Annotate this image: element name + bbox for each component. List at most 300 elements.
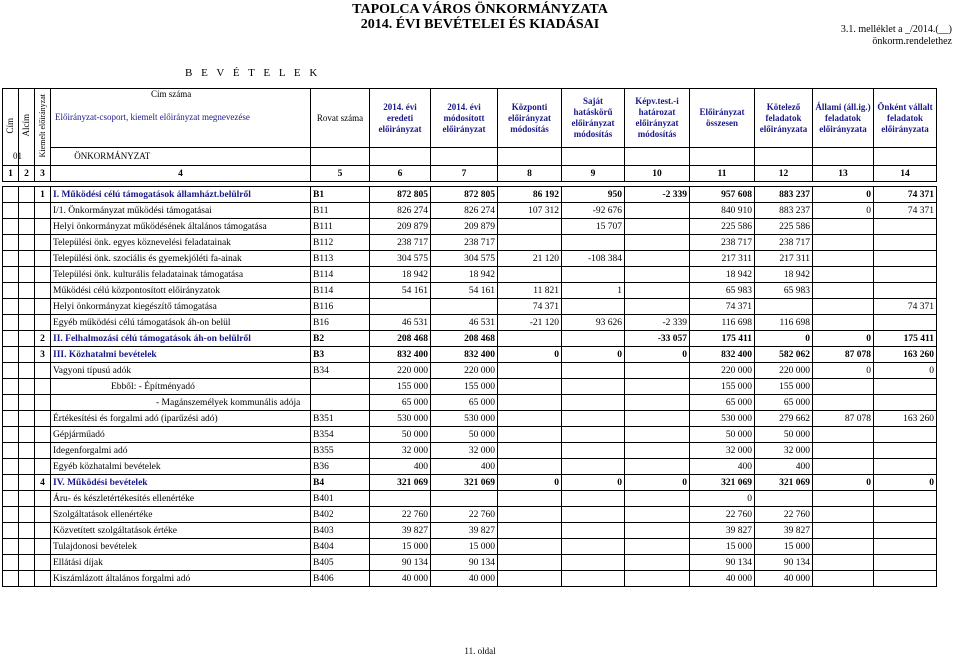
value-cell: 238 717 xyxy=(755,235,813,251)
rovat-code: B3 xyxy=(311,347,370,363)
table-row xyxy=(3,267,937,283)
kepv-header: Képv.test.-i határozat előirányzat módosítás xyxy=(625,89,690,148)
row-number xyxy=(35,539,51,555)
value-cell xyxy=(874,267,937,283)
value-cell: 65 000 xyxy=(431,395,498,411)
value-cell: 40 000 xyxy=(755,571,813,587)
value-cell xyxy=(625,203,690,219)
empty-cell xyxy=(3,379,19,395)
column-number: 4 xyxy=(51,166,311,182)
value-cell: 116 698 xyxy=(690,315,755,331)
rovat-code: B405 xyxy=(311,555,370,571)
value-cell: 530 000 xyxy=(431,411,498,427)
value-cell: 40 000 xyxy=(431,571,498,587)
value-cell xyxy=(813,523,874,539)
value-cell: 220 000 xyxy=(431,363,498,379)
empty-cell xyxy=(3,331,19,347)
value-cell xyxy=(370,491,431,507)
column-number: 9 xyxy=(562,166,625,182)
rovat-code: B114 xyxy=(311,267,370,283)
rovat-code xyxy=(311,379,370,395)
value-cell: 1 xyxy=(562,283,625,299)
value-cell xyxy=(498,235,562,251)
empty-cell xyxy=(19,555,35,571)
empty-cell xyxy=(19,411,35,427)
table-row xyxy=(3,459,937,475)
value-cell xyxy=(562,363,625,379)
empty-cell xyxy=(19,539,35,555)
value-cell: 950 xyxy=(562,187,625,203)
row-number xyxy=(35,299,51,315)
row-label: Közvetített szolgáltatások értéke xyxy=(51,523,311,539)
value-cell xyxy=(431,299,498,315)
value-cell xyxy=(498,539,562,555)
row-label: Helyi önkormányzat működésének általános támogatása xyxy=(51,219,311,235)
row-label: IV. Működési bevételek xyxy=(51,475,311,491)
value-cell xyxy=(625,235,690,251)
sajat-header: Saját hatáskörű előirányzat módosítás xyxy=(562,89,625,148)
rovat-header: Rovat száma xyxy=(311,89,370,148)
value-cell: 155 000 xyxy=(755,379,813,395)
value-cell xyxy=(874,459,937,475)
value-cell xyxy=(498,459,562,475)
value-cell: 90 134 xyxy=(431,555,498,571)
onkorm-label: ÖNKORMÁNYZAT xyxy=(74,151,151,161)
value-cell xyxy=(498,491,562,507)
row-label: Települési önk. szociális és gyemekjóléti fa-ainak xyxy=(51,251,311,267)
empty-cell xyxy=(19,443,35,459)
value-cell: 840 910 xyxy=(690,203,755,219)
value-cell xyxy=(813,555,874,571)
value-cell: 220 000 xyxy=(690,363,755,379)
value-cell xyxy=(874,315,937,331)
csoport-header xyxy=(51,89,311,148)
empty-cell xyxy=(3,235,19,251)
value-cell xyxy=(562,491,625,507)
table-row xyxy=(3,315,937,331)
value-cell: 530 000 xyxy=(690,411,755,427)
value-cell xyxy=(874,283,937,299)
value-cell xyxy=(625,283,690,299)
value-cell: 50 000 xyxy=(370,427,431,443)
value-cell xyxy=(562,507,625,523)
table-row xyxy=(3,507,937,523)
row-label: I. Működési célú támogatások államházt.belülről xyxy=(51,187,311,203)
empty-cell xyxy=(3,507,19,523)
row-label: Egyéb működési célú támogatások áh-on belül xyxy=(51,315,311,331)
value-cell: 22 760 xyxy=(690,507,755,523)
row-number xyxy=(35,443,51,459)
value-cell xyxy=(874,395,937,411)
value-cell xyxy=(874,379,937,395)
value-cell: 65 000 xyxy=(690,395,755,411)
row-label: Gépjárműadó xyxy=(51,427,311,443)
value-cell: 530 000 xyxy=(370,411,431,427)
value-cell: 74 371 xyxy=(874,203,937,219)
value-cell: 0 xyxy=(625,475,690,491)
value-cell: 175 411 xyxy=(690,331,755,347)
value-cell: 22 760 xyxy=(370,507,431,523)
rovat-code: B111 xyxy=(311,219,370,235)
onkorm-code: 01 xyxy=(13,151,22,161)
empty-cell xyxy=(3,219,19,235)
value-cell xyxy=(625,443,690,459)
header-row xyxy=(3,89,937,148)
rovat-code: B2 xyxy=(311,331,370,347)
row-number: 4 xyxy=(35,475,51,491)
value-cell: 50 000 xyxy=(431,427,498,443)
value-cell xyxy=(498,523,562,539)
row-label: Működési célú központosított előirányzatok xyxy=(51,283,311,299)
value-cell: 220 000 xyxy=(755,363,813,379)
value-cell: 15 707 xyxy=(562,219,625,235)
value-cell xyxy=(874,491,937,507)
value-cell xyxy=(498,571,562,587)
column-number-row xyxy=(3,166,937,182)
empty-cell xyxy=(3,395,19,411)
value-cell: 39 827 xyxy=(431,523,498,539)
empty-cell xyxy=(19,187,35,203)
value-cell xyxy=(625,267,690,283)
value-cell xyxy=(625,299,690,315)
value-cell: 209 879 xyxy=(370,219,431,235)
table-row xyxy=(3,203,937,219)
value-cell xyxy=(625,491,690,507)
value-cell xyxy=(562,331,625,347)
value-cell: 54 161 xyxy=(370,283,431,299)
value-cell: -108 384 xyxy=(562,251,625,267)
cim-szama-label: Cím száma xyxy=(151,89,192,99)
empty-cell xyxy=(19,331,35,347)
empty-cell xyxy=(19,219,35,235)
value-cell: 832 400 xyxy=(431,347,498,363)
table-row xyxy=(3,443,937,459)
row-number xyxy=(35,251,51,267)
table-row xyxy=(3,331,937,347)
value-cell: 238 717 xyxy=(690,235,755,251)
empty-cell xyxy=(3,363,19,379)
rovat-code: B355 xyxy=(311,443,370,459)
value-cell: 74 371 xyxy=(874,299,937,315)
table-row xyxy=(3,363,937,379)
onkorm-cell xyxy=(13,148,311,166)
value-cell xyxy=(625,363,690,379)
rovat-code: B11 xyxy=(311,203,370,219)
value-cell: 90 134 xyxy=(755,555,813,571)
value-cell xyxy=(874,507,937,523)
value-cell xyxy=(813,427,874,443)
empty-cell xyxy=(3,203,19,219)
table-row xyxy=(3,523,937,539)
table-row xyxy=(3,283,937,299)
value-cell xyxy=(498,507,562,523)
row-label: - Magánszemélyek kommunális adója xyxy=(51,395,311,411)
column-number: 11 xyxy=(690,166,755,182)
row-label: Helyi önkormányzat kiegészítő támogatása xyxy=(51,299,311,315)
value-cell: 217 311 xyxy=(755,251,813,267)
value-cell: 238 717 xyxy=(431,235,498,251)
column-number: 3 xyxy=(35,166,51,182)
osszesen-header: Előirányzat összesen xyxy=(690,89,755,148)
row-number: 3 xyxy=(35,347,51,363)
value-cell: 0 xyxy=(874,363,937,379)
value-cell: 40 000 xyxy=(690,571,755,587)
table-row xyxy=(3,235,937,251)
value-cell: 65 983 xyxy=(690,283,755,299)
empty-cell xyxy=(3,427,19,443)
empty-cell xyxy=(19,491,35,507)
value-cell: 217 311 xyxy=(690,251,755,267)
value-cell xyxy=(625,571,690,587)
value-cell xyxy=(562,379,625,395)
table-row xyxy=(3,427,937,443)
value-cell xyxy=(562,523,625,539)
value-cell xyxy=(874,443,937,459)
value-cell: 208 468 xyxy=(431,331,498,347)
page-title: TAPOLCA VÁROS ÖNKORMÁNYZATA xyxy=(352,2,608,17)
rovat-code: B4 xyxy=(311,475,370,491)
row-label: I/1. Önkormányzat működési támogatásai xyxy=(51,203,311,219)
value-cell: 0 xyxy=(690,491,755,507)
rovat-code xyxy=(311,395,370,411)
kozponti-header: Központi előirányzat módosítás xyxy=(498,89,562,148)
empty-cell xyxy=(3,571,19,587)
row-number xyxy=(35,363,51,379)
rovat-code: B406 xyxy=(311,571,370,587)
value-cell xyxy=(562,411,625,427)
value-cell: 400 xyxy=(431,459,498,475)
table-row xyxy=(3,187,937,203)
empty-cell xyxy=(3,491,19,507)
row-number xyxy=(35,315,51,331)
value-cell xyxy=(813,379,874,395)
row-label: Ebből: - Építményadó xyxy=(51,379,311,395)
value-cell xyxy=(813,395,874,411)
value-cell: 39 827 xyxy=(755,523,813,539)
value-cell xyxy=(562,571,625,587)
value-cell: 93 626 xyxy=(562,315,625,331)
empty-cell xyxy=(19,315,35,331)
value-cell: -92 676 xyxy=(562,203,625,219)
value-cell xyxy=(755,299,813,315)
value-cell: 39 827 xyxy=(690,523,755,539)
empty-cell xyxy=(19,235,35,251)
value-cell xyxy=(498,379,562,395)
value-cell: 15 000 xyxy=(431,539,498,555)
value-cell xyxy=(562,555,625,571)
value-cell: 32 000 xyxy=(370,443,431,459)
row-number xyxy=(35,235,51,251)
empty-cell xyxy=(19,379,35,395)
value-cell xyxy=(813,235,874,251)
value-cell xyxy=(562,443,625,459)
value-cell: -21 120 xyxy=(498,315,562,331)
value-cell xyxy=(498,219,562,235)
empty-cell xyxy=(3,443,19,459)
value-cell: 0 xyxy=(813,203,874,219)
value-cell xyxy=(813,491,874,507)
row-number xyxy=(35,523,51,539)
column-number: 6 xyxy=(370,166,431,182)
value-cell xyxy=(562,459,625,475)
value-cell: 957 608 xyxy=(690,187,755,203)
rovat-code: B36 xyxy=(311,459,370,475)
empty-cell xyxy=(3,475,19,491)
value-cell xyxy=(625,539,690,555)
value-cell xyxy=(813,283,874,299)
modositott-header: 2014. évi módosított előirányzat xyxy=(431,89,498,148)
value-cell: 65 983 xyxy=(755,283,813,299)
row-number xyxy=(35,267,51,283)
value-cell: 50 000 xyxy=(755,427,813,443)
value-cell: 238 717 xyxy=(370,235,431,251)
row-label: Ellátási díjak xyxy=(51,555,311,571)
row-number: 1 xyxy=(35,187,51,203)
empty-cell xyxy=(19,523,35,539)
value-cell: 50 000 xyxy=(690,427,755,443)
empty-cell xyxy=(3,283,19,299)
row-label: Tulajdonosi bevételek xyxy=(51,539,311,555)
value-cell: 22 760 xyxy=(431,507,498,523)
section-title: B E V É T E L E K xyxy=(185,67,321,79)
empty-cell xyxy=(3,267,19,283)
value-cell: 321 069 xyxy=(431,475,498,491)
empty-cell xyxy=(3,555,19,571)
value-cell: 175 411 xyxy=(874,331,937,347)
value-cell: 65 000 xyxy=(370,395,431,411)
value-cell xyxy=(498,443,562,459)
value-cell: 279 662 xyxy=(755,411,813,427)
empty-cell xyxy=(3,299,19,315)
value-cell: 209 879 xyxy=(431,219,498,235)
value-cell: 32 000 xyxy=(690,443,755,459)
column-number: 14 xyxy=(874,166,937,182)
onkent-header: Önként vállalt feladatok előirányzata xyxy=(874,89,937,148)
row-number xyxy=(35,203,51,219)
value-cell xyxy=(498,555,562,571)
value-cell: 400 xyxy=(755,459,813,475)
cim-header: Cím xyxy=(3,89,19,166)
table-row xyxy=(3,555,937,571)
value-cell xyxy=(625,411,690,427)
empty-cell xyxy=(19,395,35,411)
alcim-header: Alcím xyxy=(19,89,35,166)
value-cell: 883 237 xyxy=(755,203,813,219)
value-cell: 883 237 xyxy=(755,187,813,203)
value-cell xyxy=(562,427,625,443)
row-number xyxy=(35,219,51,235)
row-label: Vagyoni típusú adók xyxy=(51,363,311,379)
value-cell: 87 078 xyxy=(813,347,874,363)
value-cell xyxy=(625,523,690,539)
empty-cell xyxy=(3,251,19,267)
value-cell: 18 942 xyxy=(755,267,813,283)
rovat-code: B34 xyxy=(311,363,370,379)
value-cell xyxy=(625,379,690,395)
rovat-code: B16 xyxy=(311,315,370,331)
row-label: II. Felhalmozási célú támogatások áh-on belülről xyxy=(51,331,311,347)
value-cell: 0 xyxy=(874,475,937,491)
table-row xyxy=(3,571,937,587)
value-cell: 872 805 xyxy=(370,187,431,203)
value-cell xyxy=(498,331,562,347)
value-cell: 163 260 xyxy=(874,347,937,363)
value-cell: 321 069 xyxy=(690,475,755,491)
table-row xyxy=(3,491,937,507)
value-cell xyxy=(813,459,874,475)
value-cell xyxy=(874,571,937,587)
column-number: 10 xyxy=(625,166,690,182)
row-number xyxy=(35,555,51,571)
column-number: 8 xyxy=(498,166,562,182)
value-cell xyxy=(874,219,937,235)
row-label: Értékesítési és forgalmi adó (iparűzési adó) xyxy=(51,411,311,427)
value-cell xyxy=(874,523,937,539)
rovat-code: B113 xyxy=(311,251,370,267)
empty-cell xyxy=(19,283,35,299)
annex-note-line2: önkorm.rendelethez xyxy=(872,36,952,47)
table-row xyxy=(3,411,937,427)
value-cell xyxy=(498,267,562,283)
table-row xyxy=(3,299,937,315)
empty-cell xyxy=(19,507,35,523)
value-cell xyxy=(498,363,562,379)
empty-cell xyxy=(19,475,35,491)
empty-cell xyxy=(3,523,19,539)
value-cell xyxy=(874,251,937,267)
row-number: 2 xyxy=(35,331,51,347)
value-cell: 18 942 xyxy=(431,267,498,283)
value-cell: 32 000 xyxy=(755,443,813,459)
value-cell: 225 586 xyxy=(690,219,755,235)
column-number: 2 xyxy=(19,166,35,182)
empty-cell xyxy=(3,315,19,331)
rovat-code: B401 xyxy=(311,491,370,507)
value-cell xyxy=(874,235,937,251)
value-cell: -2 339 xyxy=(625,187,690,203)
column-number: 7 xyxy=(431,166,498,182)
value-cell xyxy=(874,555,937,571)
row-label: III. Közhatalmi bevételek xyxy=(51,347,311,363)
value-cell: 107 312 xyxy=(498,203,562,219)
row-number xyxy=(35,507,51,523)
value-cell: 15 000 xyxy=(370,539,431,555)
value-cell xyxy=(498,395,562,411)
column-number: 12 xyxy=(755,166,813,182)
table-row xyxy=(3,475,937,491)
rovat-code: B116 xyxy=(311,299,370,315)
value-cell xyxy=(874,427,937,443)
table-row xyxy=(3,251,937,267)
value-cell xyxy=(813,315,874,331)
onkorm-row xyxy=(3,148,937,166)
value-cell: -33 057 xyxy=(625,331,690,347)
value-cell: 65 000 xyxy=(755,395,813,411)
value-cell: 39 827 xyxy=(370,523,431,539)
value-cell: 18 942 xyxy=(370,267,431,283)
value-cell xyxy=(625,507,690,523)
value-cell xyxy=(562,299,625,315)
value-cell xyxy=(813,571,874,587)
row-number xyxy=(35,411,51,427)
value-cell xyxy=(625,251,690,267)
value-cell: 15 000 xyxy=(755,539,813,555)
value-cell: 225 586 xyxy=(755,219,813,235)
rovat-code: B403 xyxy=(311,523,370,539)
value-cell: 15 000 xyxy=(690,539,755,555)
value-cell: 832 400 xyxy=(690,347,755,363)
value-cell: 155 000 xyxy=(431,379,498,395)
